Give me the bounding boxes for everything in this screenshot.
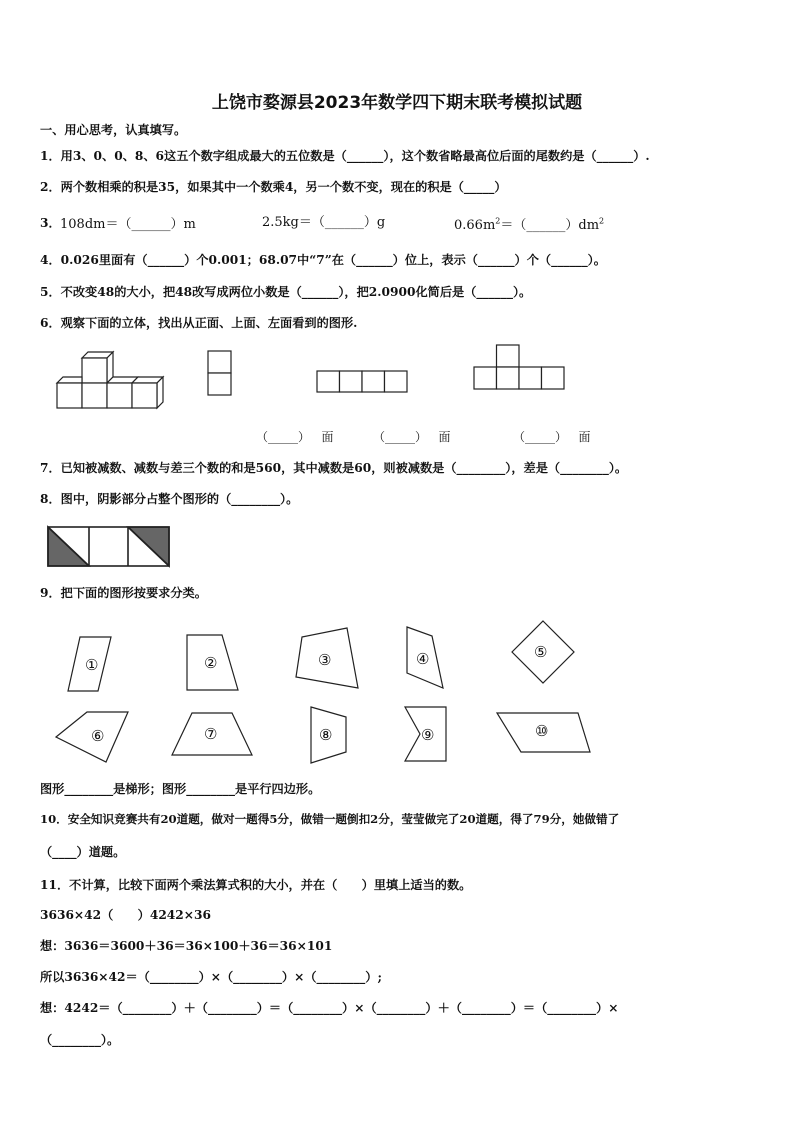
q11-think-2: 想：4242＝（________）＋（________）＝（________）×（________）＋（________）＝（________）× — [40, 1001, 619, 1015]
shape-6-label: ⑥ — [91, 727, 105, 745]
question-4: 4．0.026里面有（______）个0.001；68.07中“7”在（______）位上，表示（______）个（______）。 — [40, 253, 606, 267]
question-3-part-b: 2.5kg＝（______）g — [262, 215, 386, 230]
shape-7-label: ⑦ — [204, 725, 218, 743]
q3c-mid: ＝（______）dm — [500, 218, 600, 233]
question-1: 1．用3、0、0、8、6这五个数字组成最大的五位数是（______），这个数省略最高位后面的尾数约是（______）. — [40, 149, 650, 163]
question-10-line-1: 10．安全知识竞赛共有20道题，做对一题得5分，做错一题倒扣2分，莹莹做完了20道题，得了79分，她做错了 — [40, 812, 620, 826]
page-title: 上饶市婺源县2023年数学四下期末联考模拟试题 — [211, 93, 583, 113]
shape-5-label: ⑤ — [534, 643, 548, 661]
q6-blank-3[interactable]: （_____） — [513, 430, 568, 444]
shape-8-label: ⑧ — [319, 726, 333, 744]
shape-9-label: ⑨ — [421, 726, 435, 744]
shape-3-label: ③ — [318, 651, 332, 669]
q9-answer: 图形________是梯形；图形________是平行四边形。 — [40, 782, 321, 796]
question-8: 8．图中，阴影部分占整个图形的（________）。 — [40, 492, 299, 506]
question-9: 9．把下面的图形按要求分类。 — [40, 586, 207, 600]
q3c-sup1: 2 — [495, 216, 501, 226]
q6-word-2: 面 — [438, 430, 451, 444]
question-10-line-2: （____）道题。 — [40, 845, 126, 859]
question-7: 7．已知被减数、减数与差三个数的和是560，其中减数是60，则被减数是（________），差是（________）。 — [40, 461, 628, 475]
question-11: 11．不计算，比较下面两个乘法算式积的大小，并在（ ）里填上适当的数。 — [40, 878, 472, 892]
shape-4-label: ④ — [416, 650, 430, 668]
q11-think-1: 想：3636＝3600＋36＝36×100＋36＝36×101 — [40, 939, 333, 953]
q6-blank-1[interactable]: （_____） — [256, 430, 311, 444]
shape-10-label: ⑩ — [535, 722, 549, 740]
q11-so: 所以3636×42＝（________）×（________）×（________）; — [40, 970, 382, 984]
shape-2-label: ② — [204, 654, 218, 672]
section-heading: 一、用心思考，认真填写。 — [40, 123, 187, 137]
shape-1-label: ① — [85, 656, 99, 674]
question-5: 5．不改变48的大小，把48改写成两位小数是（______），把2.0900化简后是（______）。 — [40, 285, 532, 299]
q3c-sup2: 2 — [599, 216, 605, 226]
question-3-number: 3． — [40, 216, 61, 230]
q6-word-1: 面 — [321, 430, 334, 444]
q3c-pre: 0.66m — [454, 218, 496, 233]
question-6: 6．观察下面的立体，找出从正面、上面、左面看到的图形. — [40, 316, 358, 330]
q6-blank-2[interactable]: （_____） — [373, 430, 428, 444]
q6-word-3: 面 — [578, 430, 591, 444]
question-2: 2．两个数相乘的积是35，如果其中一个数乘4，另一个数不变，现在的积是（_____） — [40, 180, 507, 194]
question-3-part-a: 108dm＝（______）m — [60, 217, 196, 232]
q11-last: （________）。 — [40, 1033, 120, 1047]
q11-compare: 3636×42（ ）4242×36 — [40, 908, 211, 922]
